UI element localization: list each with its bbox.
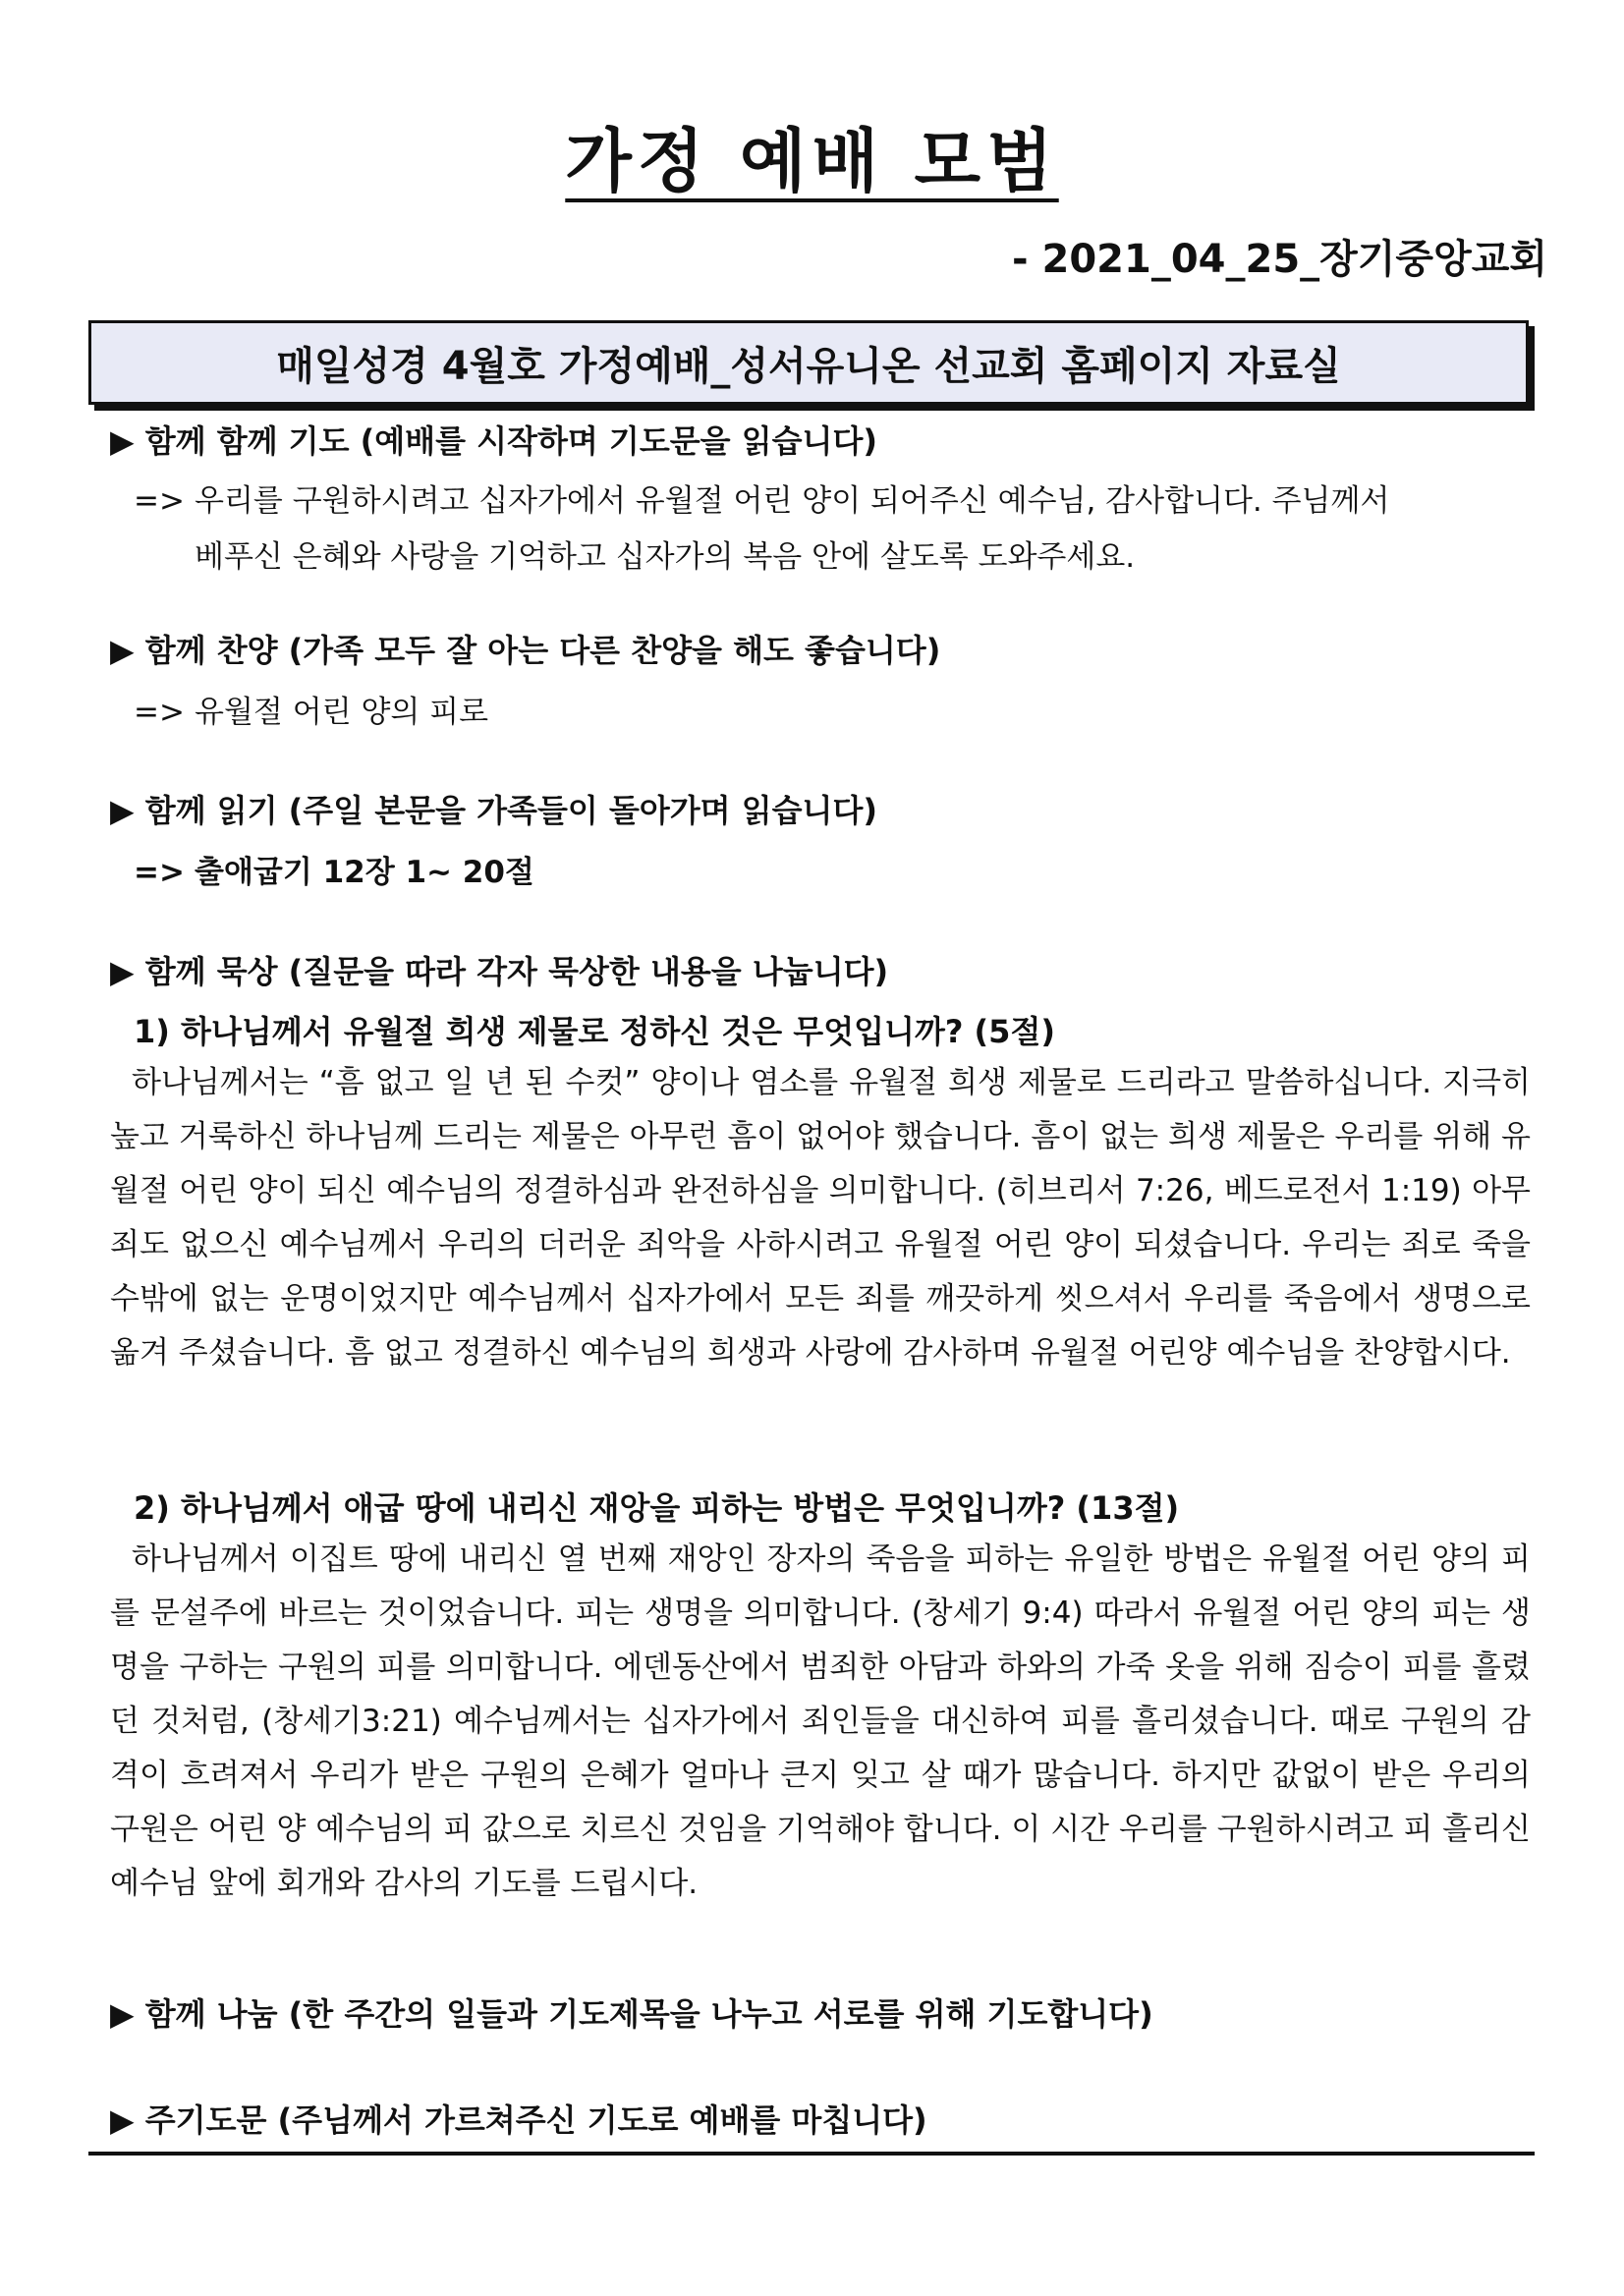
bottom-divider — [88, 2152, 1535, 2156]
answer-1-paragraph: 하나님께서는 “흠 없고 일 년 된 수컷” 양이나 염소를 유월절 희생 제물로 드리라고 말씀하십니다. 지극히 높고 거룩하신 하나님께 드리는 제물은 아무런 흠이 없어야 했습니다. 흠이 없는 희생 제물은 우리를 위해 유월절 어린 양이 되신 예수님의 정결하심과 완전하심을 의미합니다. (히브리서 7:26, 베드로전서 1:19) 아무 죄도 없으신 예수님께서 우리의 더러운 죄악을 사하시려고 유월절 어린 양이 되셨습니다. 우리는 죄로 죽을 수밖에 없는 운명이었지만 예수님께서 십자가에서 모든 죄를 깨끗하게 씻으셔서 우리를 죽음에서 생명으로 옮겨 주셨습니다. 흠 없고 정결하신 예수님의 희생과 사랑에 감사하며 유월절 어린양 예수님을 찬양합시다. — [110, 1065, 1531, 1371]
question-2: 2) 하나님께서 애굽 땅에 내리신 재앙을 피하는 방법은 무엇입니까? (13절) — [134, 1489, 1180, 1527]
section-heading-lords-prayer: ▶ 주기도문 (주님께서 가르쳐주신 기도로 예배를 마칩니다) — [110, 2101, 927, 2139]
arrow-marker: => — [134, 855, 185, 890]
section-heading-reading: ▶ 함께 읽기 (주일 본문을 가족들이 돌아가며 읽습니다) — [110, 792, 877, 829]
arrow-marker: => — [134, 483, 185, 519]
section-heading-meditation: ▶ 함께 묵상 (질문을 따라 각자 묵상한 내용을 나눕니다) — [110, 953, 889, 990]
page-title-text: 가정 예배 모범 — [565, 121, 1059, 201]
arrow-marker: => — [134, 695, 185, 730]
reading-line — [134, 847, 534, 891]
section-heading-prayer: ▶ 함께 함께 기도 (예배를 시작하며 기도문을 읽습니다) — [110, 422, 877, 460]
section-heading-sharing: ▶ 함께 나눔 (한 주간의 일들과 기도제목을 나누고 서로를 위해 기도합니다) — [110, 1995, 1153, 2033]
praise-line — [134, 687, 488, 731]
source-banner: 매일성경 4월호 가정예배_성서유니온 선교회 홈페이지 자료실 — [88, 320, 1529, 405]
praise-song: 유월절 어린 양의 피로 — [195, 695, 489, 730]
reading-passage: 출애굽기 12장 1~ 20절 — [195, 855, 534, 890]
prayer-line-1 — [134, 476, 1389, 520]
section-heading-praise: ▶ 함께 찬양 (가족 모두 잘 아는 다른 찬양을 해도 좋습니다) — [110, 632, 941, 669]
dateline: - 2021_04_25_장기중앙교회 — [1011, 237, 1547, 282]
answer-2-paragraph: 하나님께서 이집트 땅에 내리신 열 번째 재앙인 장자의 죽음을 피하는 유일한 방법은 유월절 어린 양의 피를 문설주에 바르는 것이었습니다. 피는 생명을 의미합니다. (창세기 9:4) 따라서 유월절 어린 양의 피는 생명을 구하는 구원의 피를 의미합니다. 에덴동산에서 범죄한 아담과 하와의 가죽 옷을 위해 짐승이 피를 흘렸던 것처럼, (창세기3:21) 예수님께서는 십자가에서 죄인들을 대신하여 피를 흘리셨습니다. 때로 구원의 감격이 흐려져서 우리가 받은 구원의 은혜가 얼마나 큰지 잊고 살 때가 많습니다. 하지만 값없이 받은 우리의 구원은 어린 양 예수님의 피 값으로 치르신 것임을 기억해야 합니다. 이 시간 우리를 구원하시려고 피 흘리신 예수님 앞에 회개와 감사의 기도를 드립시다. — [110, 1541, 1531, 1901]
prayer-text-1: 우리를 구원하시려고 십자가에서 유월절 어린 양이 되어주신 예수님, 감사합니다. 주님께서 — [195, 483, 1390, 519]
prayer-line-2: 베푸신 은혜와 사랑을 기억하고 십자가의 복음 안에 살도록 도와주세요. — [195, 539, 1136, 575]
question-1: 1) 하나님께서 유월절 희생 제물로 정하신 것은 무엇입니까? (5절) — [134, 1013, 1055, 1050]
page-title — [0, 106, 1624, 205]
